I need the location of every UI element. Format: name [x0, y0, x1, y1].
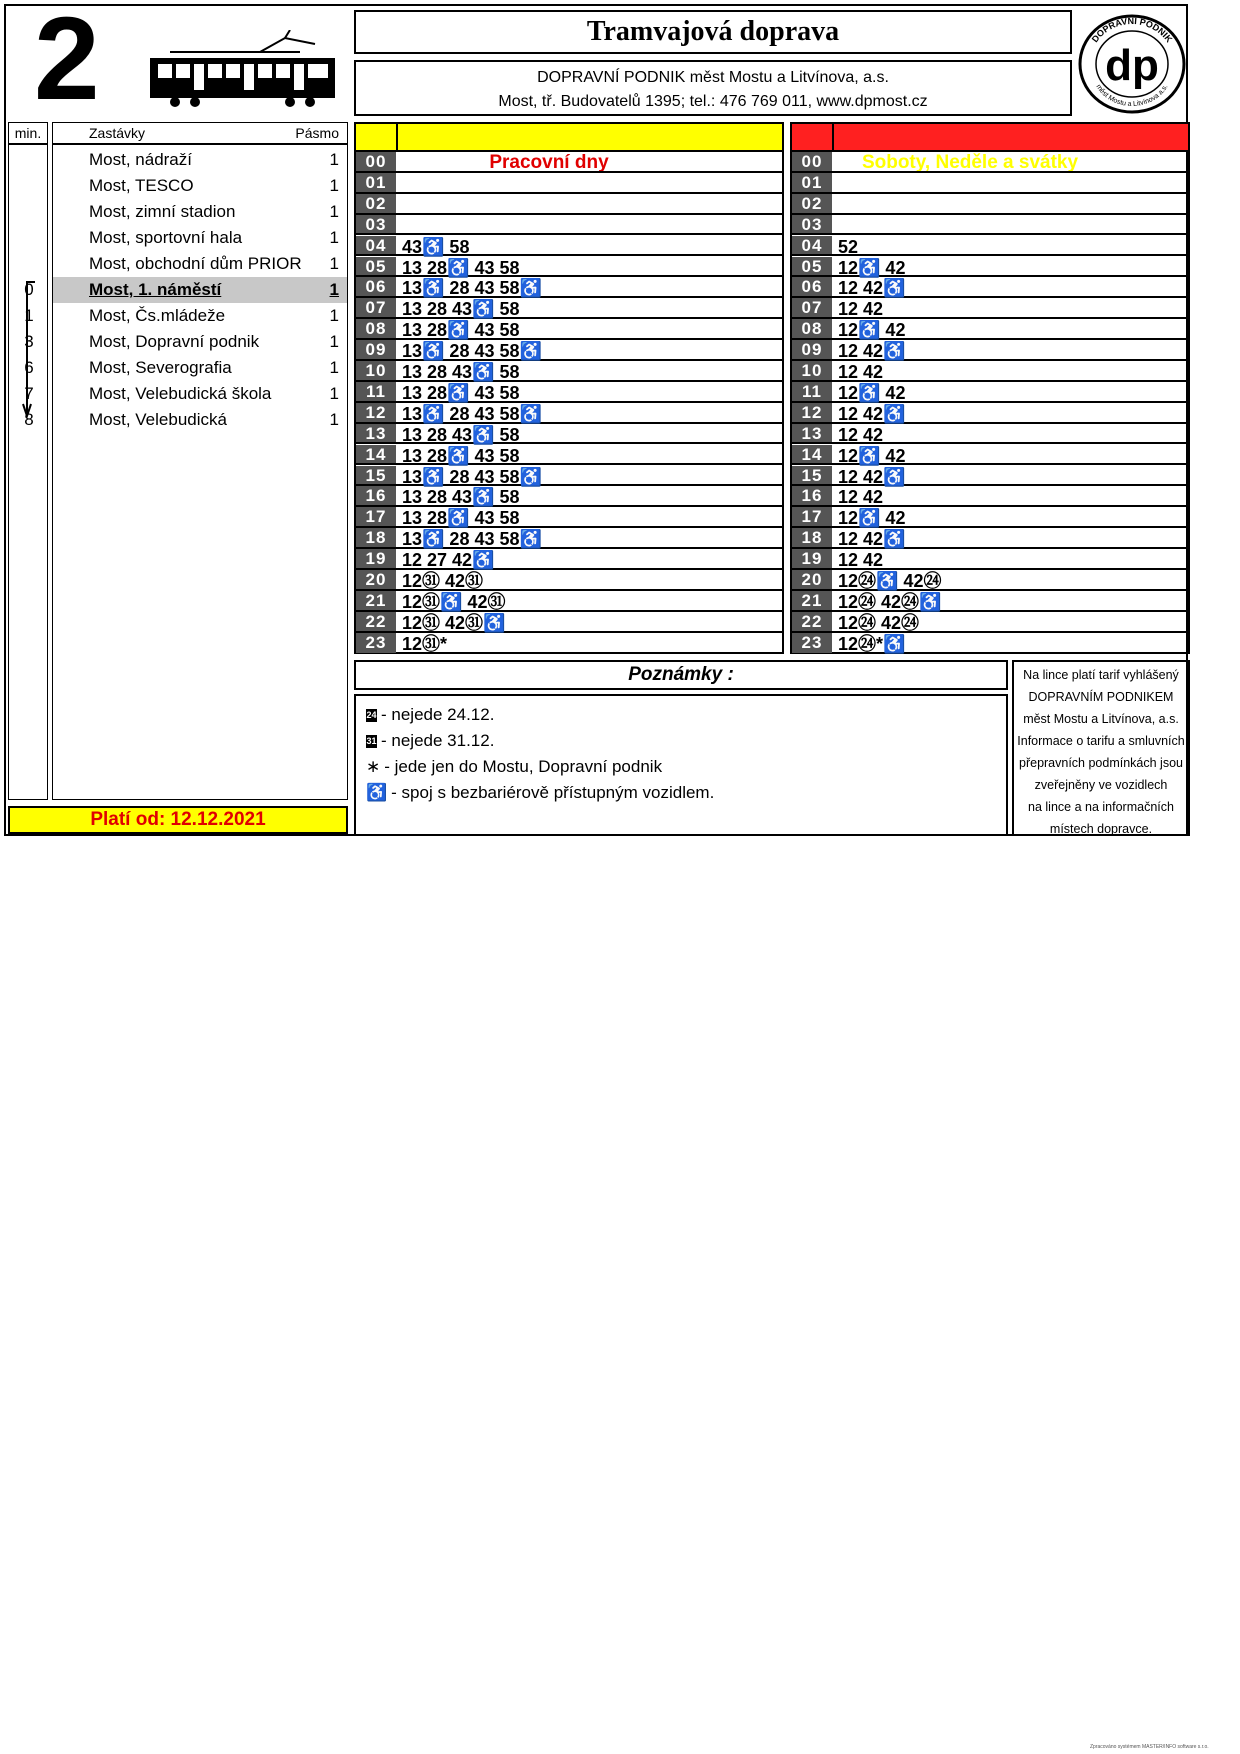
hour-label: 14 [356, 445, 396, 464]
stop-minute: 8 [24, 410, 34, 429]
hour-label: 23 [792, 633, 832, 654]
departure-minutes: 13 28 43♿ 58 [402, 362, 520, 382]
minutes-column [8, 144, 48, 800]
tram-icon [150, 30, 335, 108]
hour-label: 16 [356, 486, 396, 505]
hour-row [792, 445, 1188, 466]
tariff-line: zveřejněny ve vozidlech [1034, 778, 1168, 792]
departure-minutes: 13 28♿ 43 58 [402, 508, 520, 529]
notes-list [354, 694, 1008, 836]
stops-header-label: Zastávky [89, 125, 146, 141]
note-item [366, 702, 996, 728]
hour-label: 05 [792, 257, 832, 276]
note-text: - jede jen do Mostu, Dopravní podnik [384, 757, 663, 776]
stop-zone: 1 [329, 254, 339, 273]
departure-minutes: 12 42♿ [838, 341, 906, 362]
hour-row [356, 424, 782, 445]
tariff-line: Na lince platí tarif vyhlášený [1023, 668, 1179, 682]
departure-minutes: 13 28♿ 43 58 [402, 382, 520, 403]
hour-row [792, 152, 1188, 173]
stop-row [53, 199, 347, 225]
hour-row [792, 277, 1188, 298]
stop-zone: 1 [329, 332, 339, 351]
hour-row [792, 591, 1188, 612]
stop-row [53, 251, 347, 277]
tariff-line: místech dopravce. [1049, 822, 1153, 836]
hour-row [356, 486, 782, 507]
stop-row [53, 329, 347, 355]
stop-zone: 1 [329, 410, 339, 429]
hour-row [356, 298, 782, 319]
tariff-line: DOPRAVNÍM PODNIKEM [1028, 690, 1174, 704]
departure-minutes: 12♿ 42 [838, 508, 906, 529]
company-info [354, 60, 1072, 116]
company-address: Most, tř. Budovatelů 1395; tel.: 476 769 011, www.dpmost.cz [498, 93, 928, 110]
hour-label: 03 [792, 215, 832, 234]
weekends-label: Soboty, Neděle a svátky [861, 152, 1079, 173]
hour-label: 18 [792, 528, 832, 547]
hour-row [356, 277, 782, 298]
hour-row [356, 319, 782, 340]
note-symbol: ♿ [366, 783, 388, 802]
hour-label: 09 [356, 340, 396, 359]
note-text: - nejede 31.12. [381, 731, 495, 750]
hour-label: 19 [792, 549, 832, 568]
note-symbol: ∗ [366, 757, 381, 776]
hour-row [356, 591, 782, 612]
hour-label: 07 [356, 298, 396, 317]
hour-row [792, 570, 1188, 591]
stop-name: Most, TESCO [89, 176, 194, 195]
hour-row [356, 152, 782, 173]
hour-label: 19 [356, 549, 396, 568]
line-number: 2 [34, 0, 96, 125]
departure-minutes: 12 42♿ [838, 529, 906, 550]
departure-minutes: 13♿ 28 43 58♿ [402, 341, 542, 362]
hour-label: 07 [792, 298, 832, 317]
stop-row [53, 355, 347, 381]
departure-minutes: 13 28 43♿ 58 [402, 487, 520, 508]
hour-label: 10 [792, 361, 832, 380]
departure-minutes: 13♿ 28 43 58♿ [402, 403, 542, 424]
hour-label: 06 [792, 277, 832, 296]
departure-minutes: 13♿ 28 43 58♿ [402, 529, 542, 550]
hour-label: 02 [792, 194, 832, 213]
stop-zone: 1 [329, 228, 339, 247]
departure-minutes: 52 [838, 236, 859, 257]
hour-label: 00 [356, 152, 396, 171]
stop-name: Most, Dopravní podnik [89, 332, 260, 351]
departure-minutes: 12㉔ 42㉔ [838, 612, 920, 633]
hour-label: 10 [356, 361, 396, 380]
hour-row [356, 466, 782, 487]
stop-row [53, 225, 347, 251]
hour-row [356, 633, 782, 654]
departure-minutes: 13♿ 28 43 58♿ [402, 278, 542, 299]
hour-row [792, 319, 1188, 340]
stop-name: Most, zimní stadion [89, 202, 236, 221]
hour-row [792, 528, 1188, 549]
hour-row [792, 194, 1188, 215]
stop-row [53, 303, 347, 329]
hour-label: 00 [792, 152, 832, 171]
note-item [366, 728, 996, 754]
hour-row [356, 403, 782, 424]
hour-row [356, 445, 782, 466]
departure-minutes: 12㉛♿ 42㉛ [402, 591, 506, 612]
stop-zone: 1 [329, 202, 339, 221]
departure-minutes: 12 27 42♿ [402, 550, 495, 571]
hour-row [356, 507, 782, 528]
departure-minutes: 12 42 [838, 424, 884, 445]
tariff-note [1012, 660, 1190, 836]
stop-name: Most, 1. náměstí [89, 280, 222, 299]
hour-label: 22 [356, 612, 396, 631]
hour-label: 22 [792, 612, 832, 631]
departure-minutes: 12㉔♿ 42㉔ [838, 571, 942, 591]
departure-minutes: 12 42 [838, 299, 884, 320]
note-text: - spoj s bezbariérově přístupným vozidlem. [391, 783, 715, 802]
hour-row [792, 298, 1188, 319]
stop-row [53, 381, 347, 407]
stop-name: Most, Severografia [89, 358, 232, 377]
hour-label: 17 [792, 507, 832, 526]
hour-row [356, 570, 782, 591]
departure-minutes: 13 28♿ 43 58 [402, 445, 520, 466]
departure-minutes: 43♿ 58 [402, 236, 470, 257]
stop-minute: 7 [24, 384, 34, 403]
departure-minutes: 12 42 [838, 362, 884, 382]
stops-list [52, 144, 348, 800]
hour-label: 20 [792, 570, 832, 589]
stop-zone: 1 [329, 358, 339, 377]
hour-label: 20 [356, 570, 396, 589]
hour-label: 13 [356, 424, 396, 443]
hour-row [792, 236, 1188, 257]
departure-minutes: 13♿ 28 43 58♿ [402, 466, 542, 487]
hour-label: 12 [792, 403, 832, 422]
hour-row [792, 507, 1188, 528]
hour-row [356, 340, 782, 361]
hour-row [792, 633, 1188, 654]
hour-row [792, 466, 1188, 487]
hour-label: 06 [356, 277, 396, 296]
minutes-header: min. [8, 122, 48, 144]
weekdays-timetable [354, 152, 784, 654]
note-text: - nejede 24.12. [381, 705, 495, 724]
hour-label: 17 [356, 507, 396, 526]
hour-row [356, 528, 782, 549]
note-item [366, 780, 996, 806]
departure-minutes: 13 28 43♿ 58 [402, 299, 520, 320]
note-symbol: 24 [366, 710, 377, 721]
hour-label: 16 [792, 486, 832, 505]
hour-row [356, 612, 782, 633]
stop-name: Most, Velebudická škola [89, 384, 272, 403]
stop-minute: 0 [24, 280, 34, 299]
stop-row [53, 407, 347, 433]
stop-zone: 1 [329, 176, 339, 195]
tariff-line: Informace o tarifu a smluvních [1017, 734, 1185, 748]
hour-label: 03 [356, 215, 396, 234]
note-symbol: 31 [366, 736, 377, 747]
hour-row [356, 361, 782, 382]
hour-row [792, 215, 1188, 236]
footer-credit: Zpracováno systémem MASTER/INFO software s.r.o. [1090, 1744, 1209, 1750]
hour-row [792, 173, 1188, 194]
departure-minutes: 13 28♿ 43 58 [402, 320, 520, 341]
company-logo [1076, 12, 1188, 116]
hour-label: 15 [356, 466, 396, 485]
stop-minute: 6 [24, 358, 34, 377]
hour-label: 21 [356, 591, 396, 610]
departure-minutes: 12♿ 42 [838, 257, 906, 278]
stop-name: Most, Velebudická [89, 410, 227, 429]
stop-zone: 1 [329, 150, 339, 169]
hour-label: 01 [356, 173, 396, 192]
hour-row [356, 382, 782, 403]
hour-row [356, 215, 782, 236]
stop-name: Most, Čs.mládeže [89, 306, 226, 325]
hour-label: 11 [356, 382, 396, 401]
hour-label: 13 [792, 424, 832, 443]
hour-row [792, 403, 1188, 424]
stop-name: Most, sportovní hala [89, 228, 243, 247]
stop-zone: 1 [329, 384, 339, 403]
weekdays-label: Pracovní dny [489, 152, 609, 173]
logo-letters: dp [1105, 41, 1159, 90]
departure-minutes: 12 42 [838, 550, 884, 571]
hour-row [792, 340, 1188, 361]
logo-text-bottom: měst Mostu a Litvínova a.s. [1094, 83, 1170, 109]
hour-row [792, 549, 1188, 570]
stop-minute: 3 [24, 332, 34, 351]
departure-minutes: 13 28 43♿ 58 [402, 424, 520, 445]
logo-text-top: DOPRAVNÍ PODNIK [1089, 15, 1175, 45]
stop-name: Most, obchodní dům PRIOR [89, 254, 302, 273]
hour-label: 04 [792, 236, 832, 255]
weekends-timetable [790, 152, 1190, 654]
departure-minutes: 12♿ 42 [838, 320, 906, 341]
hour-label: 14 [792, 445, 832, 464]
hour-row [356, 173, 782, 194]
hour-label: 09 [792, 340, 832, 359]
stop-zone: 1 [329, 280, 339, 299]
departure-minutes: 12 42♿ [838, 278, 906, 299]
hour-label: 08 [792, 319, 832, 338]
hour-label: 23 [356, 633, 396, 654]
hour-row [356, 257, 782, 278]
hour-row [356, 236, 782, 257]
hour-label: 05 [356, 257, 396, 276]
hour-label: 01 [792, 173, 832, 192]
tariff-line: na lince a na informačních [1028, 800, 1174, 814]
tariff-line: měst Mostu a Litvínova, a.s. [1023, 712, 1179, 726]
zone-header-label: Pásmo [295, 125, 339, 141]
hour-row [356, 194, 782, 215]
departure-minutes: 12 42♿ [838, 403, 906, 424]
hour-label: 11 [792, 382, 832, 401]
hour-label: 04 [356, 236, 396, 255]
hour-label: 08 [356, 319, 396, 338]
departure-minutes: 13 28♿ 43 58 [402, 257, 520, 278]
departure-minutes: 12㉔*♿ [838, 633, 906, 654]
hour-row [792, 361, 1188, 382]
hour-row [792, 382, 1188, 403]
stop-zone: 1 [329, 306, 339, 325]
stop-name: Most, nádraží [89, 150, 192, 169]
hour-label: 18 [356, 528, 396, 547]
departure-minutes: 12 42♿ [838, 466, 906, 487]
page-title: Tramvajová doprava [354, 10, 1072, 54]
stops-header [52, 122, 348, 144]
hour-row [792, 424, 1188, 445]
stop-row [53, 147, 347, 173]
hour-label: 15 [792, 466, 832, 485]
departure-minutes: 12 42 [838, 487, 884, 508]
departure-minutes: 12㉛ 42㉛ [402, 571, 484, 591]
hour-label: 12 [356, 403, 396, 422]
note-item [366, 754, 996, 780]
stop-row [53, 173, 347, 199]
departure-minutes: 12㉛* [402, 633, 448, 654]
hour-row [356, 549, 782, 570]
hour-row [792, 612, 1188, 633]
hour-label: 02 [356, 194, 396, 213]
departure-minutes: 12♿ 42 [838, 445, 906, 466]
stop-minute: 1 [24, 306, 34, 325]
departure-minutes: 12♿ 42 [838, 382, 906, 403]
departure-minutes: 12㉛ 42㉛♿ [402, 612, 506, 633]
stop-row [53, 277, 347, 303]
departure-minutes: 12㉔ 42㉔♿ [838, 591, 942, 612]
tariff-line: přepravních podmínkách jsou [1019, 756, 1183, 770]
hour-label: 21 [792, 591, 832, 610]
company-name: DOPRAVNÍ PODNIK měst Mostu a Litvínova, a.s. [537, 69, 889, 86]
valid-from: Platí od: 12.12.2021 [8, 806, 348, 834]
notes-title: Poznámky : [354, 660, 1008, 690]
hour-row [792, 257, 1188, 278]
hour-row [792, 486, 1188, 507]
